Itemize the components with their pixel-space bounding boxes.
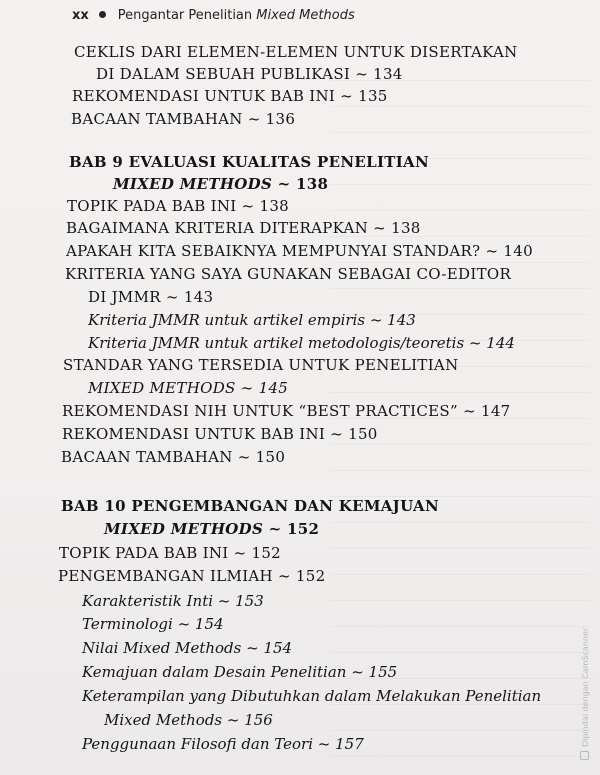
- toc-subentry: Kemajuan dalam Desain Penelitian ~ 155: [82, 663, 398, 681]
- toc-subentry: Penggunaan Filosofi dan Teori ~ 157: [82, 735, 364, 753]
- toc-entry: BAGAIMANA KRITERIA DITERAPKAN ~ 138: [66, 219, 421, 237]
- toc-subentry: Kriteria JMMR untuk artikel metodologis/teoretis ~ 144: [88, 334, 515, 352]
- toc-subentry: Karakteristik Inti ~ 153: [82, 592, 264, 610]
- toc-entry: DI DALAM SEBUAH PUBLIKASI ~ 134: [96, 65, 403, 83]
- chapter-heading: BAB 9 EVALUASI KUALITAS PENELITIAN: [69, 153, 429, 171]
- toc-entry: REKOMENDASI UNTUK BAB INI ~ 150: [62, 425, 378, 443]
- toc-entry: DI JMMR ~ 143: [88, 288, 214, 306]
- toc-entry: REKOMENDASI UNTUK BAB INI ~ 135: [72, 87, 388, 105]
- chapter-heading-continued: MIXED METHODS ~ 138: [113, 175, 329, 193]
- chapter-heading-continued: MIXED METHODS ~ 152: [104, 520, 320, 538]
- toc-entry: BACAAN TAMBAHAN ~ 150: [61, 448, 286, 466]
- toc-entry: TOPIK PADA BAB INI ~ 138: [67, 197, 290, 215]
- page-number: xx: [72, 8, 89, 23]
- scanner-watermark: Dipindai dengan CamScanner: [580, 628, 590, 760]
- toc-entry: REKOMENDASI NIH UNTUK “BEST PRACTICES” ~ 147: [62, 402, 511, 420]
- toc-entry: STANDAR YANG TERSEDIA UNTUK PENELITIAN: [63, 356, 459, 374]
- header-title-italic: Mixed Methods: [256, 8, 355, 23]
- camscanner-icon: [580, 751, 589, 760]
- toc-subentry: Nilai Mixed Methods ~ 154: [82, 639, 293, 657]
- toc-entry: TOPIK PADA BAB INI ~ 152: [59, 544, 282, 562]
- toc-subentry: Keterampilan yang Dibutuhkan dalam Melakukan Penelitian: [82, 687, 542, 705]
- bullet-icon: [99, 11, 106, 18]
- toc-subentry: Mixed Methods ~ 156: [104, 711, 273, 729]
- toc-entry: APAKAH KITA SEBAIKNYA MEMPUNYAI STANDAR? ~ 140: [66, 242, 533, 260]
- running-header: [72, 8, 355, 23]
- toc-subentry: Kriteria JMMR untuk artikel empiris ~ 143: [88, 311, 416, 329]
- toc-entry: MIXED METHODS ~ 145: [88, 379, 289, 397]
- toc-subentry: Terminologi ~ 154: [82, 615, 224, 633]
- header-title: Pengantar Penelitian: [117, 8, 257, 23]
- toc-entry: BACAAN TAMBAHAN ~ 136: [71, 110, 296, 128]
- chapter-heading: BAB 10 PENGEMBANGAN DAN KEMAJUAN: [61, 497, 439, 515]
- toc-entry: KRITERIA YANG SAYA GUNAKAN SEBAGAI CO-EDITOR: [65, 265, 512, 283]
- toc-entry: CEKLIS DARI ELEMEN-ELEMEN UNTUK DISERTAKAN: [74, 43, 518, 61]
- toc-entry: PENGEMBANGAN ILMIAH ~ 152: [58, 567, 326, 585]
